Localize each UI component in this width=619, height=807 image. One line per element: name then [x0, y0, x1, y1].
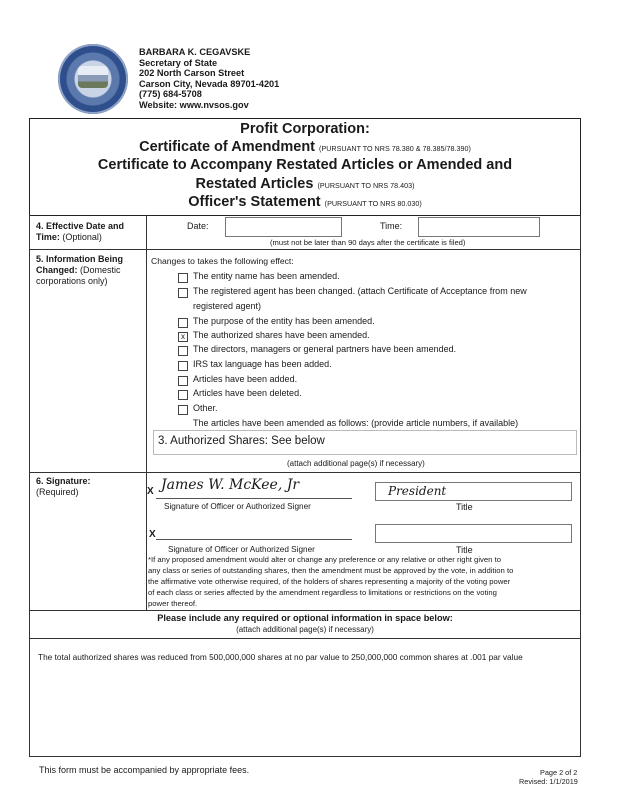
nevada-state-seal [58, 44, 128, 114]
title-line-2: Certificate of Amendment (PURSUANT TO NRS 78.380 & 78.385/78.390) [139, 139, 471, 155]
option-checkbox[interactable] [178, 346, 188, 356]
changes-intro: Changes to takes the following effect: [151, 256, 294, 266]
fees-note: This form must be accompanied by appropriate fees. [39, 765, 250, 775]
phone-number: (775) 684-5708 [139, 89, 202, 100]
title-line-3: Certificate to Accompany Restated Articles or Amended and [97, 157, 513, 173]
effective-date-note: (must not be later than 90 days after the certificate is filed) [270, 238, 466, 247]
time-field[interactable] [418, 217, 540, 237]
footnote-line-1: *If any proposed amendment would alter or change any preference or any relative or other right given to [148, 555, 501, 564]
amendment-text-field[interactable]: 3. Authorized Shares: See below [153, 430, 577, 455]
extra-info-sub: (attach additional page(s) if necessary) [236, 625, 374, 634]
secretary-title: Secretary of State [139, 57, 218, 68]
date-label: Date: [187, 221, 209, 231]
street-address: 202 North Carson Street [139, 68, 245, 79]
signature-caption-1: Signature of Officer or Authorized Signer [164, 502, 311, 511]
amended-note: The articles have been amended as follows: (provide article numbers, if available) [193, 418, 519, 428]
footnote-line-4: of each class or series affected by the amendment regardless to limitations or restrictions on the voting [148, 588, 497, 597]
title-field-1[interactable]: President [375, 482, 572, 501]
website: Website: www.nvsos.gov [139, 99, 249, 110]
title-line-1: Profit Corporation: [240, 121, 370, 137]
section-6-label: 6. Signature: (Required) [36, 476, 91, 497]
signature-x-1: X [147, 486, 154, 497]
section-5-label: 5. Information Being Changed: (Domestic corporations only) [36, 254, 124, 286]
form-title-box [29, 118, 581, 216]
secretary-name: BARBARA K. CEGAVSKE [139, 47, 251, 57]
handwritten-signature: James W. McKee, Jr [161, 477, 300, 493]
signature-x-2: X [149, 529, 156, 540]
extra-info-body: The total authorized shares was reduced from 500,000,000 shares at no par value to 250,000,000 common shares at .001 par value [38, 652, 523, 662]
footnote-line-2: any class or series of outstanding shares, then the amendment must be approved by the vote, in addition to [148, 566, 514, 575]
option-checkbox-checked[interactable]: x [178, 332, 188, 342]
extra-info-heading: Please include any required or optional information in space below: [157, 613, 453, 623]
option-checkbox[interactable] [178, 273, 188, 283]
option-checkbox[interactable] [178, 361, 188, 371]
option-checkbox[interactable] [178, 288, 188, 298]
title-line-5: Officer's Statement (PURSUANT TO NRS 80.030) [188, 194, 422, 210]
signature-caption-2: Signature of Officer or Authorized Signer [168, 545, 315, 554]
city-address: Carson City, Nevada 89701-4201 [139, 78, 280, 89]
title-caption-2: Title [456, 545, 473, 555]
footnote-line-5: power thereof. [148, 599, 198, 608]
attach-note: (attach additional page(s) if necessary) [287, 459, 425, 468]
title-field-2[interactable] [375, 524, 572, 543]
option-checkbox[interactable] [178, 318, 188, 328]
form-grid: 4. Effective Date and Time: (Optional) Date: Time: (must not be later than 90 days after the certificate is filed) 5. Information Being Changed: (Domestic corporations only) Changes to takes the following effect: The entity name has been amended. The registered agent has been changed. (attach Certificate of Acceptance from new registered agent) The purpose of the entity has been amended. x The authorized shares have been amended. The directors, managers or general partners have been amended. IRS tax language has been added. Articles have been added. Articles have been deleted. Other. The articles have been amended as follows: (provide article numbers, if available) 3. Authorized Shares: See below (attach additional page(s) if necessary) 6. Signature: (Required) X James W. McKee, Jr Signature of Officer or Authorized Signer President Title X Signature of Officer or Authorized Signer Title *If any proposed amendment would alter or change any preference or any relative or other right given to any class or series of outstanding shares, then the amendment must be approved by the vote, in addition to the affirmative vote otherwise required, of the holders of shares representing a majority of the voting power of each class or series affected by the amendment regardless to limitations or restrictions on the voting power thereof. Please include any required or optional information in space below: (attach additional page(s) if necessary) The total authorized shares was reduced from 500,000,000 shares at no par value to 250,000,000 common shares at .001 par value [29, 215, 581, 757]
option-checkbox[interactable] [178, 405, 188, 415]
section-4-label: 4. Effective Date and Time: (Optional) [36, 221, 125, 242]
page-number: Page 2 of 2 [540, 768, 578, 777]
option-checkbox[interactable] [178, 376, 188, 386]
footnote-line-3: the affirmative vote otherwise required, of the holders of shares representing a majority of the voting power [148, 577, 511, 586]
title-line-4: Restated Articles (PURSUANT TO NRS 78.403) [195, 176, 415, 192]
option-checkbox[interactable] [178, 390, 188, 400]
revised-date: Revised: 1/1/2019 [519, 777, 578, 786]
date-field[interactable] [225, 217, 342, 237]
secretary-of-state-header [139, 47, 279, 111]
title-caption-1: Title [456, 502, 473, 512]
time-label: Time: [380, 221, 403, 231]
